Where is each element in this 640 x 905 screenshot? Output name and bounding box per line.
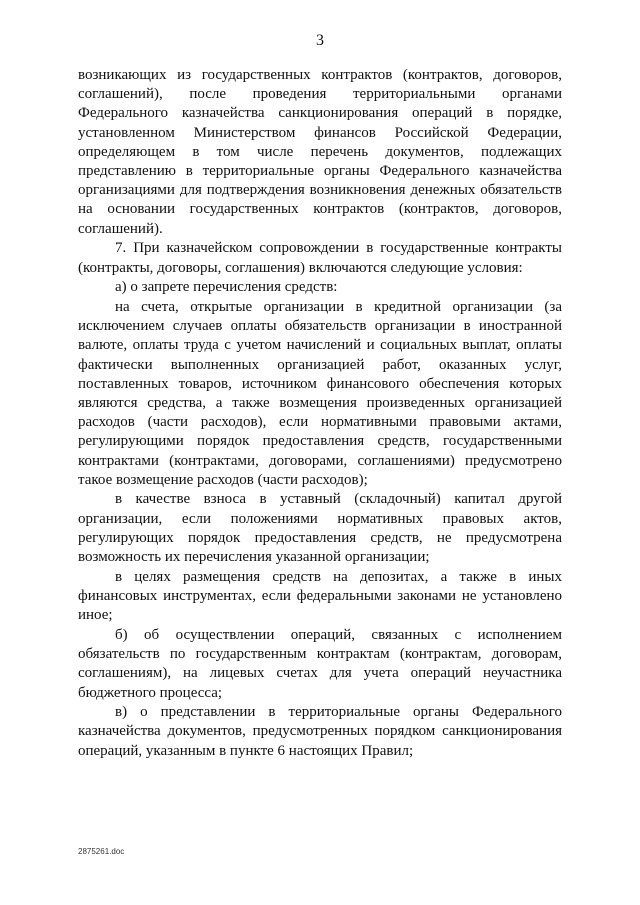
page-number: 3	[316, 32, 324, 49]
file-name-footer: 2875261.doc	[78, 847, 125, 856]
paragraph-subitem-a: а) о запрете перечисления средств:	[115, 279, 338, 296]
paragraph-item-7: 7. При казначейском сопровождении в государственные контракты (контракты, договоры, соглашения) включаются следующие условия:	[78, 240, 562, 276]
document-body	[78, 66, 562, 761]
paragraph-continuation: возникающих из государственных контрактов (контрактов, договоров, соглашений), после проведения территориальными органами Федерального казначейства санкционирования операций в порядке, установленном Министерством финансов Российской Федерации, определяющем в том числе перечень документов, подлежащих представлению в территориальные органы Федерального казначейства организациями для подтверждения возникновения денежных обязательств на основании государственных контрактов (контрактов, договоров, соглашений).	[78, 67, 562, 237]
paragraph-subitem-b: б) об осуществлении операций, связанных с исполнением обязательств по государственным контрактам (контрактам, договорам, соглашениям), на лицевых счетах для учета операций неучастника бюджетного процесса;	[78, 626, 562, 701]
paragraph-subitem-v: в) о представлении в территориальные органы Федерального казначейства документов, предусмотренных порядком санкционирования операций, указанным в пункте 6 настоящих Правил;	[78, 704, 562, 759]
paragraph-deposits: в целях размещения средств на депозитах, а также в иных финансовых инструментах, если федеральными законами не установлено иное;	[78, 568, 562, 624]
paragraph-accounts: на счета, открытые организации в кредитной организации (за исключением случаев оплаты обязательств организации в иностранной валюте, оплаты труда с учетом начислений и социальных выплат, оплаты фактически выполненных организацией работ, оказанных услуг, поставленных товаров, источником финансового обеспечения которых являются средства, а также возмещения произведенных организацией расходов (части расходов), если нормативными правовыми актами, регулирующими порядок предоставления средств, государственными контрактами (контрактами, договорами, соглашениями) предусмотрено такое возмещение расходов (части расходов);	[78, 298, 562, 488]
paragraph-capital-contribution: в качестве взноса в уставный (складочный) капитал другой организации, если положениями нормативных правовых актов, регулирующих порядок предоставления средств, не предусмотрена возможность их перечисления указанной организации;	[78, 491, 562, 566]
